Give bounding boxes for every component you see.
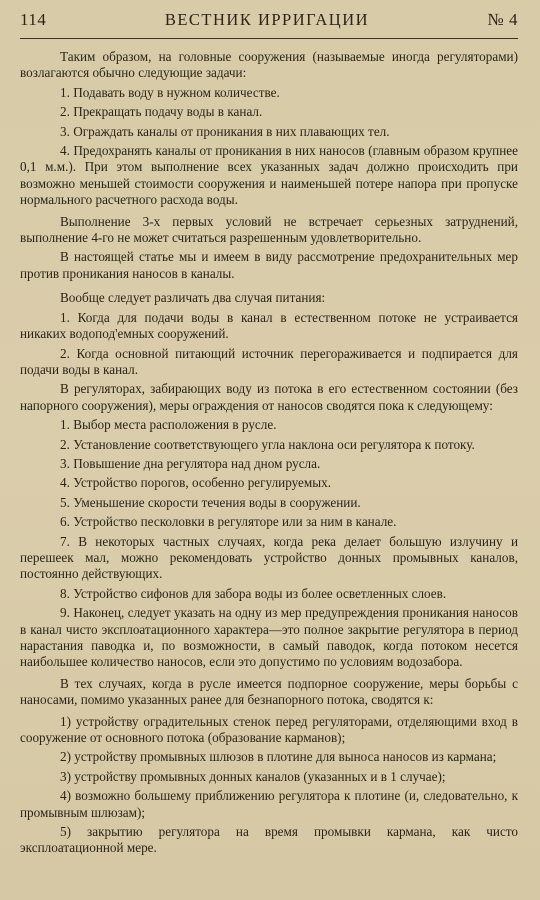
paragraph: 2) устройству промывных шлюзов в плотине для выноса наносов из кармана; [60, 749, 497, 765]
paragraph: 4. Предохранять каналы от проникания в них наносов (главным образом крупнее 0,1 м.м.). При этом выполнение всех указанных задач должно происходить при возможно меньшей стоимости сооружения и наименьшей потере напора при пропуске нормального расчетного расхода воды. [20, 143, 518, 208]
paragraph: 1. Когда для подачи воды в канал в естественном потоке не устраивается никаких водопод'емных сооружений. [20, 309, 518, 342]
page-number: 114 [20, 10, 47, 29]
issue-number: № 4 [487, 10, 518, 29]
paragraph: 4) возможно большему приближению регулятора к плотине (и, следовательно, к промывным шлюзам); [20, 788, 518, 820]
paragraph: 9. Наконец, следует указать на одну из мер предупреждения проникания наносов в канал чисто эксплоатационного характера—это полное закрытие регулятора в период нарастания паводка и, по возможности, в самый паводок, когда потоком несется наибольшее количество наносов, если это допустимо по условиям водозабора. [20, 605, 518, 670]
paragraph: Вообще следует различать два случая питания: [60, 290, 326, 306]
paragraph: 7. В некоторых частных случаях, когда река делает большую излучину и перешеек мал, можно рекомендовать устройство донных промывных каналов, постоянно действующих. [20, 533, 518, 582]
paragraph: 4. Устройство порогов, особенно регулируемых. [60, 475, 331, 491]
paragraph: Таким образом, на головные сооружения (называемые иногда регуляторами) возлагаются обычно следующие задачи: [20, 49, 518, 81]
paragraph: 3. Ограждать каналы от проникания в них плавающих тел. [60, 123, 390, 139]
paragraph: Выполнение 3-х первых условий не встречает серьезных затруднений, выполнение 4-го не может считаться разрешенным удовлетворительно. [20, 213, 518, 246]
paragraph: 2. Прекращать подачу воды в канал. [60, 104, 263, 120]
paragraph: 6. Устройство песколовки в регуляторе или за ним в канале. [60, 514, 397, 530]
paragraph: 3. Повышение дна регулятора над дном русла. [60, 455, 321, 471]
paragraph: 1) устройству оградительных стенок перед регуляторами, отделяющими вход в сооружение от основного потока (образование карманов); [20, 713, 518, 746]
paragraph: 1. Выбор места расположения в русле. [60, 417, 277, 433]
paragraph: 5) закрытию регулятора на время промывки кармана, как чисто эксплоатационной мере. [20, 824, 518, 856]
paragraph: В тех случаях, когда в русле имеется подпорное сооружение, меры борьбы с наносами, помимо указанных ранее для безнапорного потока, сводятся к: [20, 675, 518, 708]
paragraph: 1. Подавать воду в нужном количестве. [60, 84, 280, 100]
paragraph: 5. Уменьшение скорости течения воды в сооружении. [60, 494, 361, 510]
paragraph: 8. Устройство сифонов для забора воды из более осветленных слоев. [60, 585, 447, 601]
article-body [20, 49, 518, 857]
paragraph: 2. Установление соответствующего угла наклона оси регулятора к потоку. [60, 436, 475, 452]
paragraph: 3) устройству промывных донных каналов (указанных и в 1 случае); [60, 768, 446, 784]
header-rule [20, 38, 518, 39]
page-header [20, 10, 518, 34]
paragraph: В настоящей статье мы и имеем в виду рассмотрение предохранительных мер против проникания наносов в каналы. [20, 249, 518, 281]
journal-title: ВЕСТНИК ИРРИГАЦИИ [164, 10, 370, 29]
paragraph: 2. Когда основной питающий источник перегораживается и подпирается для подачи воды в канал. [20, 345, 518, 377]
paragraph: В регуляторах, забирающих воду из потока в его естественном состоянии (без напорного сооружения), меры ограждения от наносов сводятся пока к следующему: [20, 381, 518, 413]
